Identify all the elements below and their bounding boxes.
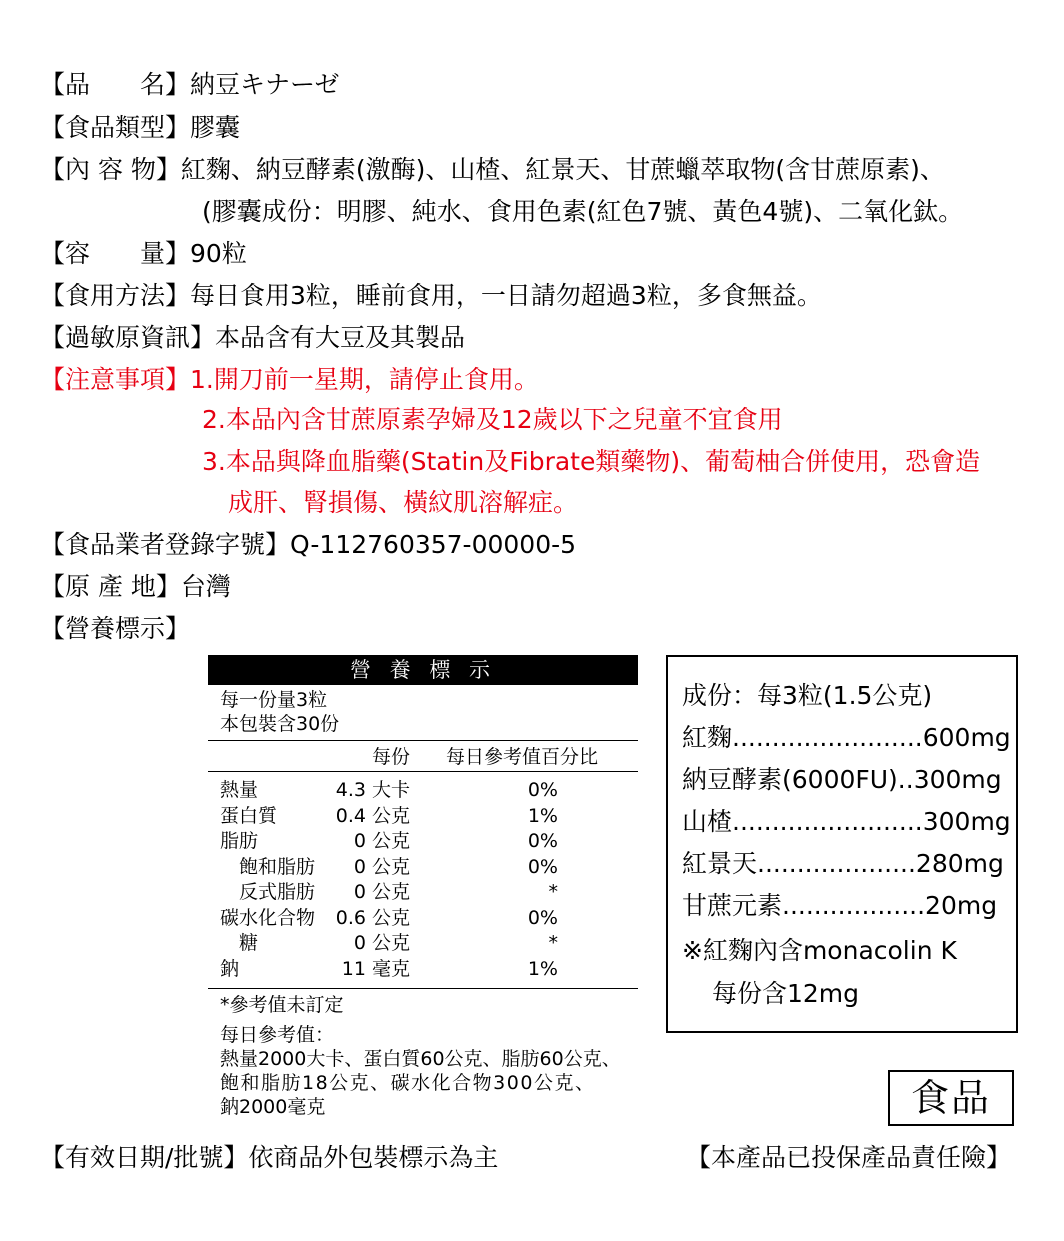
nutrition-row xyxy=(208,829,638,855)
daily-ref-2: 飽和脂肪18公克、碳水化合物300公克、 xyxy=(220,1072,596,1094)
registration-value: Q-112760357-00000-5 xyxy=(290,530,577,559)
registration-line xyxy=(40,530,576,560)
nutrition-column-headers xyxy=(208,741,638,772)
composition-note-1: ※紅麴內含monacolin K xyxy=(682,936,957,965)
allergen-label: 【過敏原資訊】 xyxy=(40,323,216,352)
nutrient-daily-pct: 0% xyxy=(527,906,558,929)
nutrition-rows xyxy=(208,772,638,989)
origin-label: 【原 產 地】 xyxy=(40,572,181,601)
product-name-value: 納豆キナーゼ xyxy=(190,70,340,99)
nutrition-row xyxy=(208,855,638,881)
nutrient-daily-pct: 0% xyxy=(527,855,558,878)
food-type-value: 膠囊 xyxy=(190,113,241,142)
nutrient-name: 熱量 xyxy=(220,779,259,801)
nutrition-row xyxy=(208,931,638,957)
nutrient-amount: 0 公克 xyxy=(353,881,410,903)
composition-title: 成份：每3粒(1.5公克) xyxy=(682,681,933,710)
contents-label: 【內 容 物】 xyxy=(40,155,181,184)
contents-line xyxy=(40,155,945,185)
volume-label: 【容 量】 xyxy=(40,239,191,268)
composition-item: 納豆酵素(6000FU)..300mg xyxy=(682,765,1002,794)
nutrition-heading: 【營養標示】 xyxy=(40,614,191,643)
nutrition-row xyxy=(208,804,638,830)
footnote: *參考值未訂定 xyxy=(220,994,344,1016)
nutrient-name: 蛋白質 xyxy=(220,804,278,827)
nutrition-notes xyxy=(208,989,638,1119)
nutrient-amount: 4.3 大卡 xyxy=(335,779,410,801)
composition-box xyxy=(666,655,1018,1033)
nutrient-name: 反式脂肪 xyxy=(220,881,316,903)
nutrition-row xyxy=(208,906,638,932)
nutrient-name: 鈉 xyxy=(220,957,240,980)
food-type-line xyxy=(40,113,240,143)
nutrition-row xyxy=(208,880,638,906)
origin-value: 台灣 xyxy=(180,572,231,601)
composition-item: 山楂........................300mg xyxy=(682,807,1011,836)
nutrition-row xyxy=(208,778,638,804)
daily-ref-1: 熱量2000大卡、蛋白質60公克、脂肪60公克、 xyxy=(220,1048,621,1070)
warning-item-4: 成肝、腎損傷、橫紋肌溶解症。 xyxy=(228,488,579,517)
nutrient-name: 碳水化合物 xyxy=(220,906,316,929)
nutrient-daily-pct: 0% xyxy=(527,779,558,801)
servings-per-package: 本包裝含30份 xyxy=(220,713,340,735)
nutrient-daily-pct: * xyxy=(548,932,558,954)
col-per-serving: 每份 xyxy=(371,746,410,768)
nutrient-amount: 0 公克 xyxy=(353,830,410,852)
nutrient-daily-pct: 1% xyxy=(527,804,558,827)
nutrient-name: 糖 xyxy=(220,932,259,954)
warning-item-1: 1.開刀前一星期，請停止食用。 xyxy=(190,365,539,394)
registration-label: 【食品業者登錄字號】 xyxy=(40,530,291,559)
volume-line xyxy=(40,239,247,269)
product-name-line xyxy=(40,70,340,100)
origin-line xyxy=(40,572,231,602)
warnings-label: 【注意事項】 xyxy=(40,365,191,394)
nutrient-amount: 0 公克 xyxy=(353,855,410,878)
contents-value: 紅麴、納豆酵素(激酶)、山楂、紅景天、甘蔗蠟萃取物(含甘蔗原素)、 xyxy=(180,155,945,184)
food-badge: 食品 xyxy=(888,1070,1014,1126)
composition-item: 紅麴........................600mg xyxy=(682,723,1011,752)
serving-size: 每一份量3粒 xyxy=(220,689,328,711)
nutrient-amount: 0.4 公克 xyxy=(335,804,410,827)
usage-line xyxy=(40,281,822,311)
warning-item-2: 2.本品內含甘蔗原素孕婦及12歲以下之兒童不宜食用 xyxy=(202,405,783,434)
composition-item: 紅景天....................280mg xyxy=(682,849,1004,878)
food-type-label: 【食品類型】 xyxy=(40,113,191,142)
nutrient-daily-pct: 1% xyxy=(527,957,558,980)
warning-item-3: 3.本品與降血脂藥(Statin及Fibrate類藥物)、葡萄柚合併使用，恐會造 xyxy=(202,447,981,476)
daily-ref-title: 每日參考值： xyxy=(220,1024,335,1046)
nutrition-row xyxy=(208,957,638,983)
usage-label: 【食用方法】 xyxy=(40,281,191,310)
nutrient-amount: 0.6 公克 xyxy=(335,906,410,929)
nutrition-table xyxy=(208,655,638,1119)
usage-value: 每日食用3粒，睡前食用，一日請勿超過3粒，多食無益。 xyxy=(190,281,822,310)
expiry-line: 【有效日期/批號】依商品外包裝標示為主 xyxy=(40,1143,499,1172)
insurance-line: 【本產品已投保產品責任險】 xyxy=(686,1143,1012,1172)
nutrient-name: 脂肪 xyxy=(220,830,259,852)
product-name-label: 【品 名】 xyxy=(40,70,191,99)
nutrient-amount: 0 公克 xyxy=(353,932,410,954)
warnings-line xyxy=(40,365,539,395)
composition-note-2: 每份含12mg xyxy=(712,979,860,1008)
composition-item: 甘蔗元素..................20mg xyxy=(682,891,998,920)
allergen-value: 本品含有大豆及其製品 xyxy=(215,323,466,352)
daily-ref-3: 鈉2000毫克 xyxy=(220,1096,326,1118)
col-daily-pct: 每日參考值百分比 xyxy=(446,746,599,768)
nutrient-amount: 11 毫克 xyxy=(341,957,410,980)
nutrient-daily-pct: * xyxy=(548,881,558,903)
nutrient-daily-pct: 0% xyxy=(527,830,558,852)
allergen-line xyxy=(40,323,465,353)
nutrient-name: 飽和脂肪 xyxy=(220,855,316,878)
nutrition-table-title: 營 養 標 示 xyxy=(208,655,638,685)
contents-value-continued: (膠囊成份：明膠、純水、食用色素(紅色7號、黃色4號)、二氧化鈦。 xyxy=(202,197,964,226)
volume-value: 90粒 xyxy=(190,239,247,268)
serving-info xyxy=(208,685,638,741)
